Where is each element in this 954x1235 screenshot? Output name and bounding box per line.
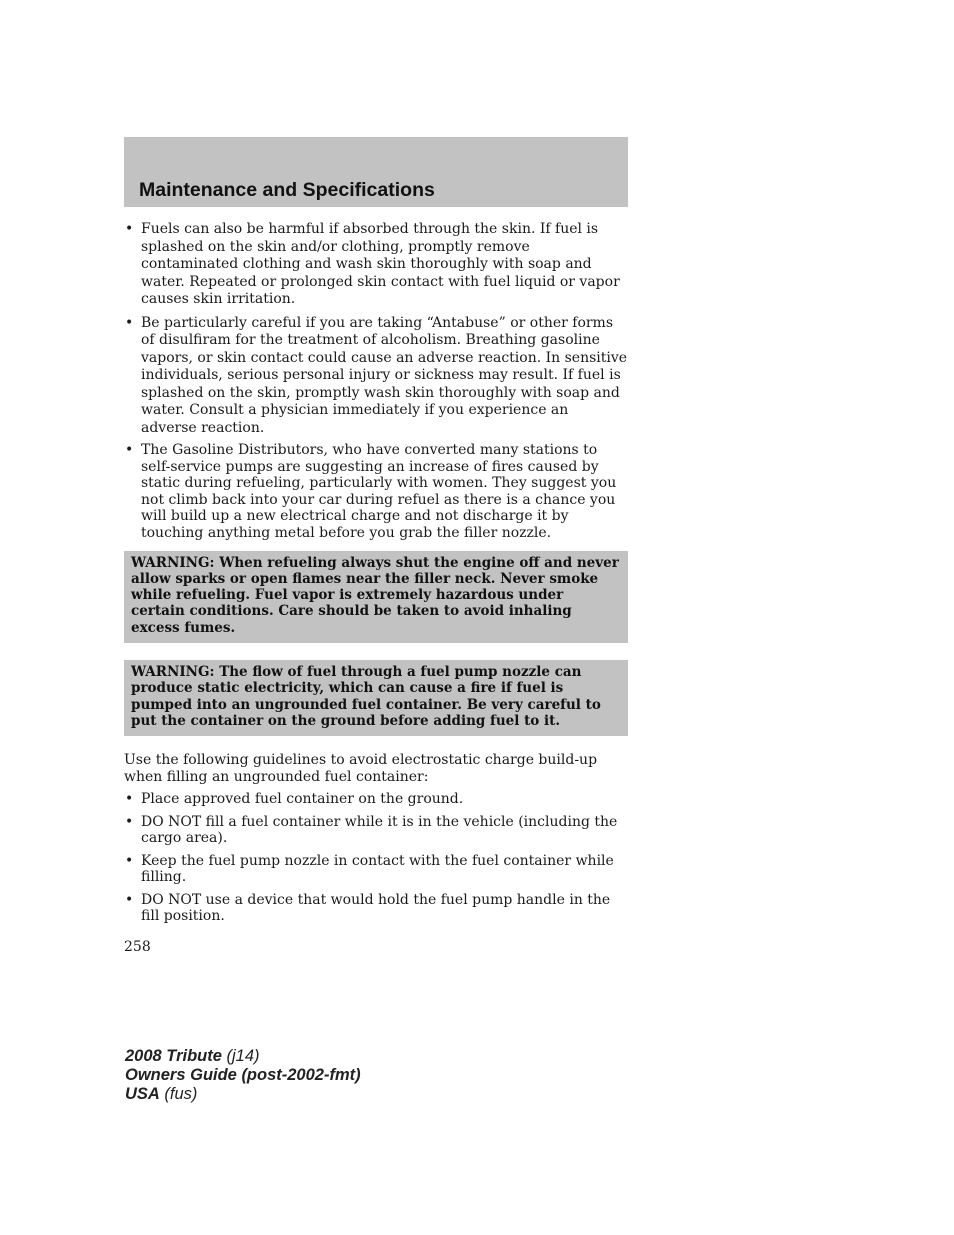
list-item: • Be particularly careful if you are taking “Antabuse” or other forms of disulfiram for the treatment of alcoholism. Breathing gasoline vapors, or skin contact could cause an adverse reaction. In sensitive individuals, serious personal injury or sickness may result. If fuel is splashed on the skin, promptly wash skin thoroughly with soap and water. Consult a physician immediately if you experience an adverse reaction. <box>124 315 628 438</box>
warning-box-static: WARNING: The flow of fuel through a fuel pump nozzle can produce static electricity, which can cause a fire if fuel is pumped into an ungrounded fuel container. Be very careful to put the container on the ground before adding fuel to it. <box>124 660 628 736</box>
footer-line-model <box>125 1047 361 1066</box>
guidelines-intro: Use the following guidelines to avoid electrostatic charge build-up when filling an ungrounded fuel container: <box>124 752 598 785</box>
footer-model: 2008 Tribute <box>125 1047 222 1065</box>
list-item: • Keep the fuel pump nozzle in contact with the fuel container while filling. <box>124 853 628 886</box>
list-item: • Fuels can also be harmful if absorbed through the skin. If fuel is splashed on the skin and/or clothing, promptly remove contaminated clothing and wash skin thoroughly with soap and water. Repeated or prolonged skin contact with fuel liquid or vapor causes skin irritation. <box>124 221 628 309</box>
list-item: • DO NOT use a device that would hold the fuel pump handle in the fill position. <box>124 892 628 925</box>
guidelines-list <box>124 791 628 925</box>
footer-line-market <box>125 1085 361 1104</box>
list-item: • Place approved fuel container on the ground. <box>124 791 628 808</box>
page-number: 258 <box>124 938 151 955</box>
document-footer <box>125 1047 361 1104</box>
footer-guide: Owners Guide (post-2002-fmt) <box>125 1066 361 1084</box>
section-header-band <box>124 137 628 207</box>
fuel-hazard-list <box>124 221 628 542</box>
footer-market: USA <box>125 1085 160 1103</box>
footer-market-code: (fus) <box>159 1085 198 1103</box>
list-item: • The Gasoline Distributors, who have converted many stations to self-service pumps are suggesting an increase of fires caused by static during refueling, particularly with women. They suggest you not climb back into your car during refuel as there is a chance you will build up a new electrical charge and not discharge it by touching anything metal before you grab the filler nozzle. <box>124 442 628 542</box>
warning-box-refueling: WARNING: When refueling always shut the engine off and never allow sparks or open flames near the filler neck. Never smoke while refueling. Fuel vapor is extremely hazardous under certain conditions. Care should be taken to avoid inhaling excess fumes. <box>124 551 628 643</box>
list-item: • DO NOT fill a fuel container while it is in the vehicle (including the cargo area). <box>124 814 628 847</box>
page-content <box>124 221 628 955</box>
footer-line-guide <box>125 1066 361 1085</box>
section-title: Maintenance and Specifications <box>139 179 435 201</box>
footer-model-code: (j14) <box>221 1047 260 1065</box>
